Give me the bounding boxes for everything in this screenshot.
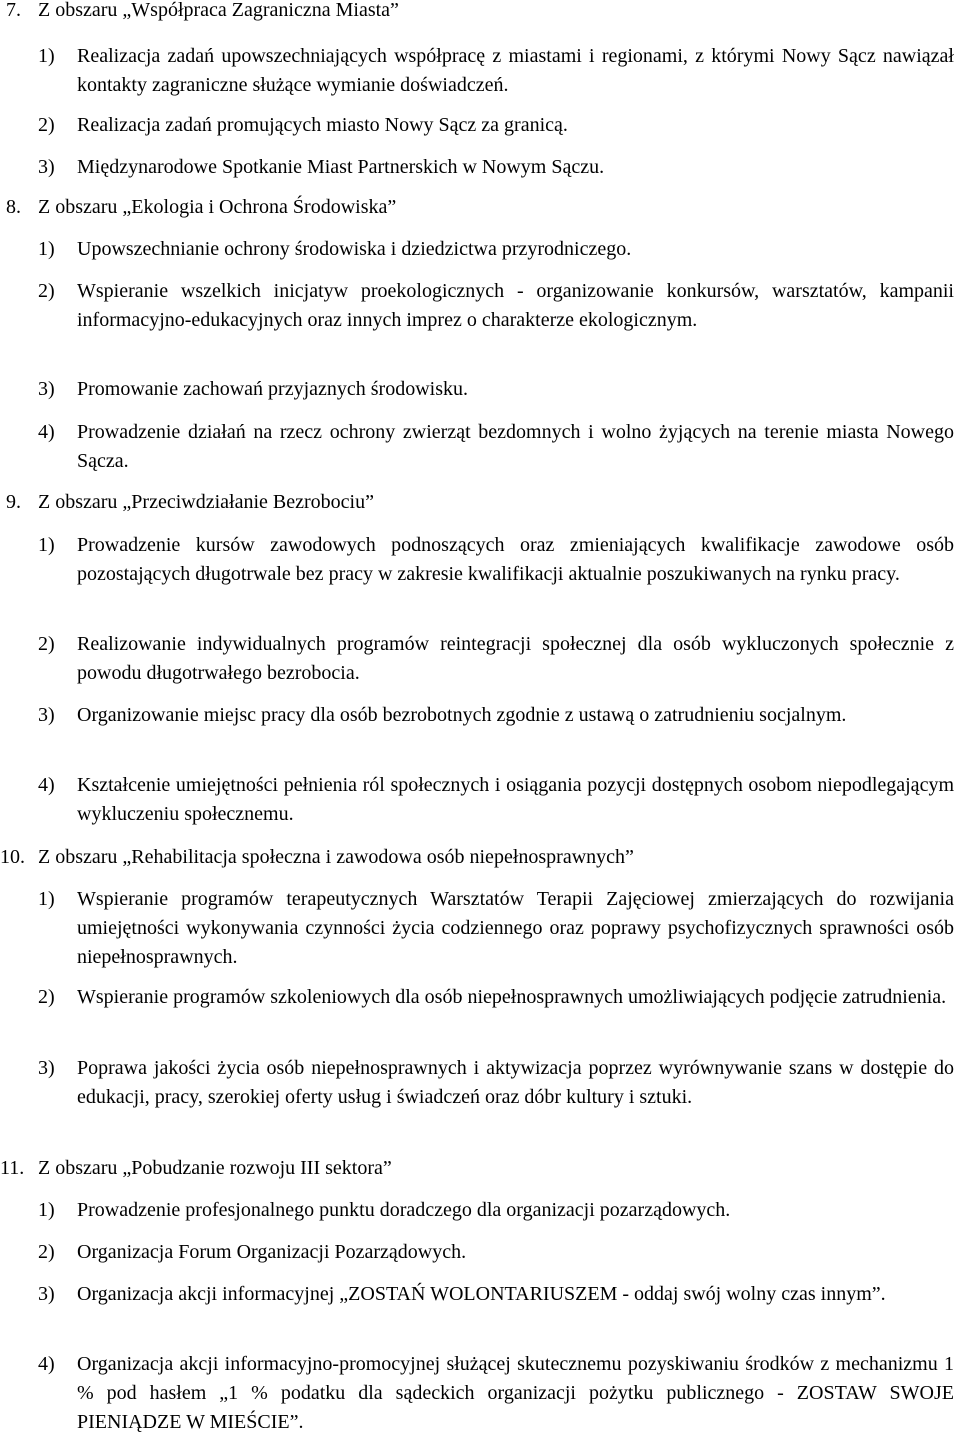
item-number: 3) [38, 1057, 55, 1079]
list-item [38, 277, 954, 335]
item-number: 2) [38, 986, 55, 1008]
list-item [38, 1280, 954, 1309]
section-title: Z obszaru „Pobudzanie rozwoju III sektora” [38, 1157, 392, 1179]
list-item [38, 418, 954, 476]
item-number: 4) [38, 1353, 55, 1375]
item-number: 2) [38, 280, 55, 302]
list-item [38, 1350, 954, 1437]
item-number: 1) [38, 45, 55, 67]
item-number: 3) [38, 704, 55, 726]
item-text: Międzynarodowe Spotkanie Miast Partnerskich w Nowym Sączu. [77, 156, 605, 178]
item-text: Wspieranie programów terapeutycznych Warsztatów Terapii Zajęciowej zmierzających do rozwijania umiejętności wykonywania czynności życia codziennego oraz poprawy psychofizycznych sprawności osób niepełnosprawnych. [77, 888, 954, 968]
item-number: 4) [38, 774, 55, 796]
list-item [38, 235, 954, 264]
item-text: Prowadzenie profesjonalnego punktu doradczego dla organizacji pozarządowych. [77, 1199, 731, 1221]
item-text: Organizowanie miejsc pracy dla osób bezrobotnych zgodnie z ustawą o zatrudnieniu socjalnym. [77, 704, 847, 726]
item-number: 1) [38, 238, 55, 260]
item-text: Prowadzenie kursów zawodowych podnoszących oraz zmieniających kwalifikacje zawodowe osób pozostających długotrwale bez pracy w zakresie kwalifikacji aktualnie poszukiwanych na rynku pracy. [77, 534, 954, 585]
item-number: 4) [38, 421, 55, 443]
section-number: 7. [6, 0, 21, 21]
section-title: Z obszaru „Przeciwdziałanie Bezrobociu” [38, 491, 374, 513]
item-text: Poprawa jakości życia osób niepełnosprawnych i aktywizacja poprzez wyrównywanie szans w dostępie do edukacji, pracy, szerokiej oferty usług i świadczeń oraz dóbr kultury i sztuki. [77, 1057, 954, 1108]
list-item [38, 771, 954, 829]
section-title: Z obszaru „Rehabilitacja społeczna i zawodowa osób niepełnosprawnych” [38, 846, 634, 868]
list-item [38, 983, 954, 1012]
item-text: Realizacja zadań promujących miasto Nowy Sącz za granicą. [77, 114, 568, 136]
item-text: Wspieranie wszelkich inicjatyw proekologicznych - organizowanie konkursów, warsztatów, kampanii informacyjno-edukacyjnych oraz innych imprez o charakterze ekologicznym. [77, 280, 954, 331]
item-number: 3) [38, 378, 55, 400]
item-text: Realizacja zadań upowszechniających współpracę z miastami i regionami, z którymi Nowy Sącz nawiązał kontakty zagraniczne służące wymianie doświadczeń. [77, 45, 954, 96]
item-text: Prowadzenie działań na rzecz ochrony zwierząt bezdomnych i wolno żyjących na terenie miasta Nowego Sącza. [77, 421, 954, 472]
item-number: 1) [38, 534, 55, 556]
list-item [38, 375, 954, 404]
item-number: 3) [38, 156, 55, 178]
item-number: 2) [38, 114, 55, 136]
section-number: 10. [0, 846, 25, 868]
section-title: Z obszaru „Ekologia i Ochrona Środowiska” [38, 196, 397, 218]
item-text: Upowszechnianie ochrony środowiska i dziedzictwa przyrodniczego. [77, 238, 632, 260]
list-item [38, 111, 954, 140]
item-text: Wspieranie programów szkoleniowych dla osób niepełnosprawnych umożliwiających podjęcie zatrudnienia. [77, 986, 947, 1008]
section-number: 9. [6, 491, 21, 513]
item-number: 3) [38, 1283, 55, 1305]
list-item [38, 885, 954, 972]
section-number: 11. [0, 1157, 25, 1179]
item-number: 2) [38, 1241, 55, 1263]
item-text: Organizacja Forum Organizacji Pozarządowych. [77, 1241, 467, 1263]
list-item [38, 630, 954, 688]
item-number: 1) [38, 1199, 55, 1221]
list-item [38, 1196, 954, 1225]
item-text: Organizacja akcji informacyjnej „ZOSTAŃ WOLONTARIUSZEM - oddaj swój wolny czas innym”. [77, 1283, 886, 1305]
list-item [38, 701, 954, 730]
item-text: Realizowanie indywidualnych programów reintegracji społecznej dla osób wykluczonych społecznie z powodu długotrwałego bezrobocia. [77, 633, 954, 684]
item-text: Kształcenie umiejętności pełnienia ról społecznych i osiągania pozycji dostępnych osobom niepodlegającym wykluczeniu społecznemu. [77, 774, 954, 825]
section-title: Z obszaru „Współpraca Zagraniczna Miasta” [38, 0, 399, 21]
section-number: 8. [6, 196, 21, 218]
list-item [38, 1054, 954, 1112]
item-text: Organizacja akcji informacyjno-promocyjnej służącej skutecznemu pozyskiwaniu środków z mechanizmu 1 % pod hasłem „1 % podatku dla sądeckich organizacji pożytku publicznego - ZOSTAW SWOJE PIENIĄDZE W MIEŚCIE”. [77, 1353, 954, 1433]
item-number: 2) [38, 633, 55, 655]
item-text: Promowanie zachowań przyjaznych środowisku. [77, 378, 468, 400]
item-number: 1) [38, 888, 55, 910]
list-item [38, 531, 954, 589]
list-item [38, 42, 954, 100]
list-item [38, 153, 954, 182]
list-item [38, 1238, 954, 1267]
